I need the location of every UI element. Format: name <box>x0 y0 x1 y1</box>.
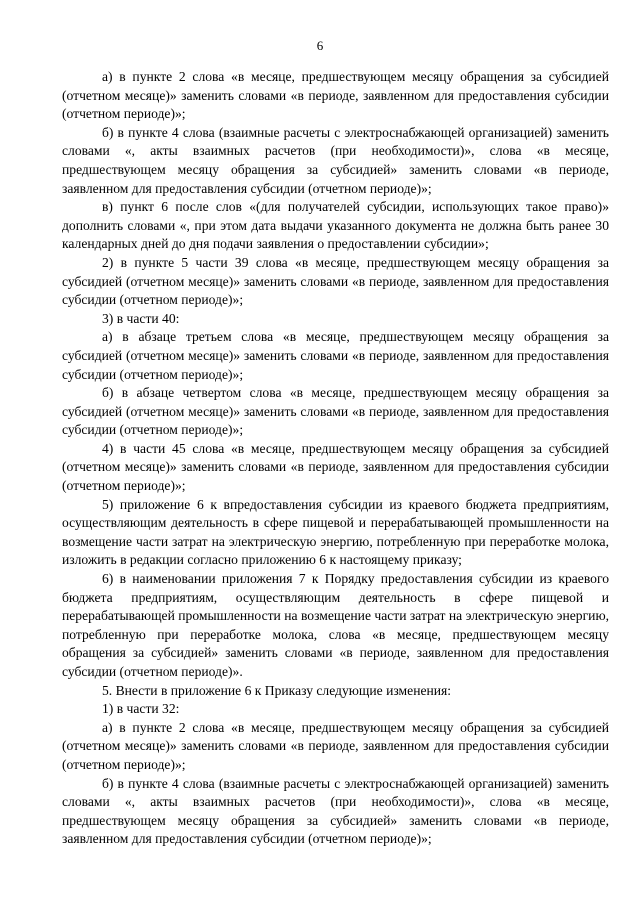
paragraph-3: в) пункт 6 после слов «(для получателей субсидии, использующих такое право)» дополнить словами «, при этом дата выдачи указанного документа не должна быть ранее 30 календарных дней до дня подачи заявления о предоставлении субсидии»; <box>62 199 609 252</box>
paragraph-5: 3) в части 40: <box>102 310 180 326</box>
paragraph-2: б) в пункте 4 слова (взаимные расчеты с электроснабжающей организацией) заменить словами «, акты взаимных расчетов (при необходимости)», слова «в месяце, предшествующем месяцу обращения за субсидией» заменить словами «в периоде, заявленном для предоставления субсидии (отчетном периоде)»; <box>62 124 609 196</box>
document-body <box>62 68 609 849</box>
paragraph-11: 5. Внести в приложение 6 к Приказу следующие изменения: <box>102 682 452 698</box>
paragraph-9: 5) приложение 6 к впредоставления субсидии из краевого бюджета предприятиям, осуществляющим деятельность в сфере пищевой и перерабатывающей промышленности на возмещение части затрат на электрическую энергию, потребленную при переработке молока, изложить в редакции согласно приложению 6 к настоящему приказу; <box>62 496 609 568</box>
paragraph-7: б) в абзаце четвертом слова «в месяце, предшествующем месяцу обращения за субсидией (отчетном месяце)» заменить словами «в периоде, заявленном для предоставления субсидии (отчетном периоде)»; <box>62 385 609 438</box>
paragraph-12: 1) в части 32: <box>102 701 180 717</box>
paragraph-4: 2) в пункте 5 части 39 слова «в месяце, предшествующем месяцу обращения за субсидией (отчетном месяце)» заменить словами «в периоде, заявленном для предоставления субсидии (отчетном периоде)»; <box>62 254 609 308</box>
paragraph-13: а) в пункте 2 слова «в месяце, предшествующем месяцу обращения за субсидией (отчетном месяце)» заменить словами «в периоде, заявленном для предоставления субсидии (отчетном периоде)»; <box>62 719 609 772</box>
page-number: 6 <box>316 38 324 53</box>
paragraph-10: 6) в наименовании приложения 7 к Порядку предоставления субсидии из краевого бюджета предприятиям, осуществляющим деятельность в сфере пищевой и перерабатывающей промышленности на возмещение части затрат на электрическую энергию, потребленную при переработке молока, слова «в месяце, предшествующем месяцу обращения за субсидией» заменить словами «в периоде, заявленном для предоставления субсидии (отчетном периоде)». <box>62 571 609 679</box>
paragraph-8: 4) в части 45 слова «в месяце, предшествующем месяцу обращения за субсидией (отчетном месяце)» заменить словами «в периоде, заявленном для предоставления субсидии (отчетном периоде)»; <box>62 440 609 494</box>
paragraph-1: а) в пункте 2 слова «в месяце, предшествующем месяцу обращения за субсидией (отчетном месяце)» заменить словами «в периоде, заявленном для предоставления субсидии (отчетном периоде)»; <box>62 69 609 122</box>
paragraph-14: б) в пункте 4 слова (взаимные расчеты с электроснабжающей организацией) заменить словами «, акты взаимных расчетов (при необходимости)», слова «в месяце, предшествующем месяцу обращения за субсидией» заменить словами «в периоде, заявленном для предоставления субсидии (отчетном периоде)»; <box>62 775 609 847</box>
paragraph-6: а) в абзаце третьем слова «в месяце, предшествующем месяцу обращения за субсидией (отчетном месяце)» заменить словами «в периоде, заявленном для предоставления субсидии (отчетном периоде)»; <box>62 329 609 382</box>
